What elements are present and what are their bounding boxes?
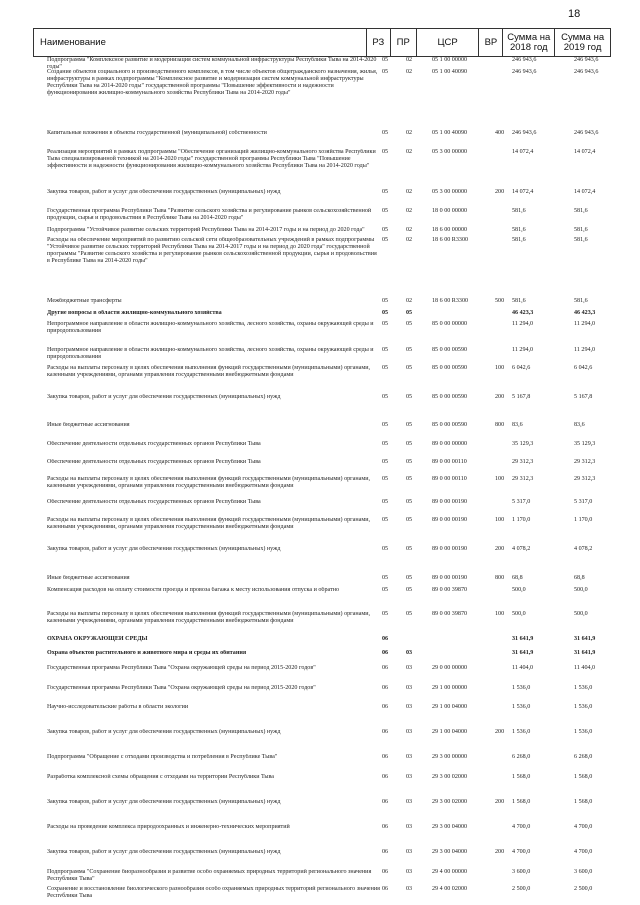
- cell-pr: 03: [406, 729, 413, 735]
- cell-pr: 03: [406, 665, 413, 671]
- cell-s1: 500,0: [512, 611, 526, 617]
- cell-s2: 35 129,3: [574, 441, 596, 447]
- cell-pr: 03: [406, 869, 413, 875]
- header-vr: ВР: [479, 29, 503, 56]
- table-row: [33, 237, 611, 264]
- cell-s2: 1 568,0: [574, 774, 593, 780]
- table-row: [33, 886, 611, 897]
- cell-csr: 05 1 00 00000: [432, 57, 468, 63]
- cell-name: Расходы на выплаты персоналу в целях обеспечения выполнения функций государственными (муниципальными) органами, казенными учреждениями, органами управления государственными внебюджетными фондами: [47, 611, 370, 624]
- cell-pr: 03: [406, 849, 413, 855]
- cell-pr: 05: [406, 546, 413, 552]
- cell-vr: 200: [495, 849, 505, 855]
- cell-vr: 100: [495, 476, 505, 482]
- cell-rz: 05: [382, 459, 389, 465]
- cell-s2: 1 536,0: [574, 685, 593, 691]
- cell-csr: 89 0 00 39870: [432, 611, 468, 617]
- cell-s2: 1 170,0: [574, 517, 593, 523]
- cell-s1: 46 423,3: [512, 310, 534, 316]
- cell-csr: 89 0 00 00190: [432, 499, 468, 505]
- cell-name: Научно-исследовательские работы в области экологии: [47, 704, 189, 710]
- cell-name: Подпрограмма "Устойчивое развитие сельских территорий Республики Тыва на 2014-2017 годы и на период до 2020 года": [47, 227, 365, 233]
- cell-vr: 100: [495, 517, 505, 523]
- cell-s1: 3 600,0: [512, 869, 531, 875]
- cell-csr: 29 3 00 02000: [432, 774, 468, 780]
- cell-s2: 6 042,6: [574, 365, 593, 371]
- cell-csr: 29 1 00 00000: [432, 685, 468, 691]
- cell-name: Закупка товаров, работ и услуг для обеспечения государственных (муниципальных) нужд: [47, 189, 281, 195]
- cell-name: Закупка товаров, работ и услуг для обеспечения государственных (муниципальных) нужд: [47, 729, 281, 735]
- table-body: [33, 57, 611, 897]
- cell-s2: 11 404,0: [574, 665, 596, 671]
- cell-s2: 83,6: [574, 422, 585, 428]
- cell-s1: 5 167,8: [512, 394, 531, 400]
- cell-pr: 05: [406, 321, 413, 327]
- cell-pr: 05: [406, 365, 413, 371]
- cell-pr: 05: [406, 476, 413, 482]
- table-row: [33, 441, 611, 453]
- cell-s2: 500,0: [574, 611, 588, 617]
- cell-pr: 05: [406, 441, 413, 447]
- cell-s2: 581,6: [574, 237, 588, 243]
- cell-name: Государственная программа Республики Тыва "Охрана окружающей среды на период 2015-2020 годов": [47, 685, 316, 691]
- cell-name: Разработка комплексной схемы обращения с отходами на территории Республики Тыва: [47, 774, 275, 780]
- cell-csr: 85 0 00 00590: [432, 347, 468, 353]
- cell-rz: 05: [382, 587, 389, 593]
- cell-s1: 2 500,0: [512, 886, 531, 892]
- cell-csr: 05 3 00 00000: [432, 149, 468, 155]
- cell-s2: 246 943,6: [574, 130, 599, 136]
- cell-pr: 03: [406, 685, 413, 691]
- cell-s1: 11 294,0: [512, 347, 534, 353]
- cell-csr: 89 0 00 00190: [432, 546, 468, 552]
- cell-s2: 4 700,0: [574, 849, 593, 855]
- cell-s2: 2 500,0: [574, 886, 593, 892]
- cell-s2: 500,0: [574, 587, 588, 593]
- table-row: [33, 365, 611, 377]
- table-row: [33, 298, 611, 310]
- cell-pr: 05: [406, 611, 413, 617]
- cell-s1: 4 700,0: [512, 824, 531, 830]
- table-row: [33, 459, 611, 471]
- cell-name: Расходы на выплаты персоналу в целях обеспечения выполнения функций государственными (муниципальными) органами, казенными учреждениями, органами управления государственными внебюджетными фондами: [47, 517, 370, 530]
- cell-rz: 05: [382, 57, 389, 63]
- cell-s1: 68,8: [512, 575, 523, 581]
- cell-rz: 05: [382, 517, 389, 523]
- table-row: [33, 189, 611, 201]
- cell-rz: 05: [382, 441, 389, 447]
- table-row: [33, 665, 611, 677]
- table-row: [33, 849, 611, 861]
- cell-s1: 1 536,0: [512, 704, 531, 710]
- cell-csr: 05 3 00 00000: [432, 189, 468, 195]
- table-row: [33, 729, 611, 741]
- cell-csr: 89 0 00 00190: [432, 575, 468, 581]
- cell-csr: 89 0 00 00190: [432, 517, 468, 523]
- cell-rz: 06: [382, 774, 389, 780]
- cell-name: Расходы на проведение комплекса природоохранных и инженерно-технических мероприятий: [47, 824, 290, 830]
- cell-s2: 581,6: [574, 298, 588, 304]
- cell-rz: 06: [382, 685, 389, 691]
- table-row: [33, 587, 611, 599]
- table-row: [33, 69, 611, 96]
- cell-name: Капитальные вложения в объекты государственной (муниципальной) собственности: [47, 130, 267, 136]
- cell-rz: 06: [382, 636, 389, 642]
- cell-vr: 800: [495, 422, 505, 428]
- cell-pr: 02: [406, 149, 413, 155]
- cell-pr: 02: [406, 227, 413, 233]
- cell-rz: 06: [382, 754, 389, 760]
- header-rz: РЗ: [367, 29, 391, 56]
- table-row: [33, 575, 611, 587]
- cell-s1: 1 170,0: [512, 517, 531, 523]
- cell-s1: 29 312,3: [512, 476, 534, 482]
- cell-rz: 05: [382, 310, 389, 316]
- cell-csr: 29 3 00 04000: [432, 849, 468, 855]
- cell-rz: 05: [382, 476, 389, 482]
- cell-pr: 02: [406, 189, 413, 195]
- cell-name: Расходы на выплаты персоналу в целях обеспечения выполнения функций государственными (муниципальными) органами, казенными учреждениями, органами управления государственными внебюджетными фондами: [47, 476, 370, 489]
- cell-pr: 05: [406, 310, 413, 316]
- cell-name: Обеспечение деятельности отдельных государственных органов Республики Тыва: [47, 459, 261, 465]
- cell-s2: 11 294,0: [574, 347, 596, 353]
- cell-name: Непрограммное направление в области жилищно-коммунального хозяйства, лесного хозяйства, охраны окружающей среды и природопользования: [47, 347, 374, 360]
- cell-s1: 31 641,9: [512, 636, 534, 642]
- cell-s1: 581,6: [512, 227, 526, 233]
- cell-rz: 05: [382, 422, 389, 428]
- cell-name: Другие вопросы в области жилищно-коммунального хозяйства: [47, 310, 222, 316]
- cell-s2: 1 536,0: [574, 729, 593, 735]
- cell-csr: 85 0 00 00590: [432, 422, 468, 428]
- cell-s1: 11 294,0: [512, 321, 534, 327]
- cell-csr: 89 0 00 00110: [432, 476, 467, 482]
- cell-name: Межбюджетные трансферты: [47, 298, 122, 304]
- cell-csr: 89 0 00 39870: [432, 587, 468, 593]
- cell-s2: 29 312,3: [574, 459, 596, 465]
- table-row: [33, 476, 611, 488]
- cell-rz: 05: [382, 208, 389, 214]
- cell-vr: 100: [495, 611, 505, 617]
- cell-csr: 18 0 00 00000: [432, 208, 468, 214]
- cell-name: Реализация мероприятий в рамках подпрограммы "Обеспечение организаций жилищно-коммунального хозяйства Республики Тыва специализированной техникой на 2014-2020 годы" государственной программы Республики Тыва "Повышение эффективности и надежности функционирования жилищно-коммунального хозяйства Республики Тыва на 2014-2020 годы": [47, 149, 376, 169]
- cell-name: Закупка товаров, работ и услуг для обеспечения государственных (муниципальных) нужд: [47, 394, 281, 400]
- table-row: [33, 57, 611, 69]
- cell-pr: 05: [406, 575, 413, 581]
- page-number: 18: [568, 8, 581, 20]
- cell-s2: 31 641,9: [574, 650, 596, 656]
- cell-rz: 06: [382, 729, 389, 735]
- cell-s1: 31 641,9: [512, 650, 534, 656]
- cell-pr: 05: [406, 499, 413, 505]
- cell-rz: 06: [382, 869, 389, 875]
- cell-s2: 14 072,4: [574, 149, 596, 155]
- cell-s2: 5 167,8: [574, 394, 593, 400]
- cell-name: Подпрограмма "Комплексное развитие и модернизация систем коммунальной инфраструктуры Республики Тыва на 2014-2020 годы": [47, 57, 377, 70]
- table-row: [33, 611, 611, 623]
- cell-pr: 05: [406, 587, 413, 593]
- cell-pr: 02: [406, 208, 413, 214]
- cell-pr: 05: [406, 422, 413, 428]
- cell-s1: 6 268,0: [512, 754, 531, 760]
- cell-name: Закупка товаров, работ и услуг для обеспечения государственных (муниципальных) нужд: [47, 546, 281, 552]
- cell-rz: 05: [382, 227, 389, 233]
- cell-name: ОХРАНА ОКРУЖАЮЩЕЙ СРЕДЫ: [47, 636, 148, 642]
- cell-s2: 1 536,0: [574, 704, 593, 710]
- cell-s1: 29 312,3: [512, 459, 534, 465]
- cell-s1: 4 700,0: [512, 849, 531, 855]
- cell-s2: 31 641,9: [574, 636, 596, 642]
- cell-csr: 85 0 00 00000: [432, 321, 468, 327]
- cell-s1: 5 317,0: [512, 499, 531, 505]
- cell-csr: 05 1 00 40090: [432, 69, 468, 75]
- cell-pr: 02: [406, 237, 413, 243]
- cell-pr: 02: [406, 69, 413, 75]
- cell-pr: 03: [406, 774, 413, 780]
- cell-name: Подпрограмма "Обращение с отходами производства и потребления в Республике Тыва": [47, 754, 278, 760]
- cell-s2: 581,6: [574, 227, 588, 233]
- cell-s2: 246 943,6: [574, 69, 599, 75]
- cell-csr: 29 4 00 00000: [432, 869, 468, 875]
- cell-csr: 18 6 00 R3300: [432, 298, 469, 304]
- cell-pr: 05: [406, 347, 413, 353]
- cell-name: Закупка товаров, работ и услуг для обеспечения государственных (муниципальных) нужд: [47, 799, 281, 805]
- cell-name: Сохранение и восстановление биологического разнообразия особо охраняемых природных территорий регионального значения Республики Тыва: [47, 886, 380, 897]
- cell-name: Создание объектов социального и производственного комплексов, в том числе объектов общегражданского назначения, жилья, инфраструктуры в рамках подпрограммы "Комплексное развитие и модернизация систем коммунальной инфраструктуры Республики Тыва на 2014-2020 годы" государственной программы "Повышение эффективности и надежности функционирования жилищно-коммунального хозяйства Республики Тыва на 2014-2020 годы": [47, 69, 378, 96]
- cell-s2: 29 312,3: [574, 476, 596, 482]
- cell-rz: 05: [382, 189, 389, 195]
- cell-name: Расходы на обеспечение мероприятий по развитию сельской сети общеобразовательных учреждений в рамках подпрограммы "Устойчивое развитие сельских территорий Республики Тыва на 2014-2017 годы и на период до 2020 года" государственной программы "Развитие сельского хозяйства и регулирование рынков сельскохозяйственной продукции, сырья и продовольствия в Республике Тыва на 2014-2020 годы": [47, 237, 377, 264]
- cell-rz: 06: [382, 650, 389, 656]
- cell-s1: 11 404,0: [512, 665, 534, 671]
- cell-name: Охрана объектов растительного и животного мира и среды их обитания: [47, 650, 247, 656]
- cell-s1: 246 943,6: [512, 57, 537, 63]
- cell-pr: 03: [406, 754, 413, 760]
- header-sum-2019: Сумма на 2019 год: [561, 31, 605, 53]
- table-row: [33, 824, 611, 836]
- cell-s1: 581,6: [512, 237, 526, 243]
- cell-pr: 05: [406, 394, 413, 400]
- cell-rz: 05: [382, 347, 389, 353]
- table-row: [33, 499, 611, 511]
- table-row: [33, 636, 611, 648]
- cell-vr: 200: [495, 189, 505, 195]
- header-csr: ЦСР: [417, 29, 480, 56]
- cell-s2: 581,6: [574, 208, 588, 214]
- cell-name: Иные бюджетные ассигнования: [47, 575, 130, 581]
- cell-name: Расходы на выплаты персоналу в целях обеспечения выполнения функций государственными (муниципальными) органами, казенными учреждениями, органами управления государственными внебюджетными фондами: [47, 365, 370, 378]
- cell-rz: 05: [382, 237, 389, 243]
- cell-s1: 1 568,0: [512, 774, 531, 780]
- cell-s2: 14 072,4: [574, 189, 596, 195]
- cell-rz: 05: [382, 394, 389, 400]
- cell-name: Государственная программа Республики Тыва "Развитие сельского хозяйства и регулирование рынков сельскохозяйственной продукции, сырья и продовольствия в Республике Тыва на 2014-2020 годы": [47, 208, 372, 221]
- cell-s1: 6 042,6: [512, 365, 531, 371]
- table-row: [33, 347, 611, 359]
- cell-s2: 4 078,2: [574, 546, 593, 552]
- cell-pr: 03: [406, 704, 413, 710]
- table-row: [33, 685, 611, 697]
- cell-s1: 581,6: [512, 208, 526, 214]
- header-name: Наименование: [34, 29, 367, 56]
- cell-vr: 400: [495, 130, 505, 136]
- cell-s2: 6 268,0: [574, 754, 593, 760]
- cell-rz: 05: [382, 611, 389, 617]
- cell-s2: 246 943,6: [574, 57, 599, 63]
- cell-name: Государственная программа Республики Тыва "Охрана окружающей среды на период 2015-2020 годов": [47, 665, 316, 671]
- cell-csr: 05 1 00 40090: [432, 130, 468, 136]
- cell-name: Иные бюджетные ассигнования: [47, 422, 130, 428]
- cell-name: Обеспечение деятельности отдельных государственных органов Республики Тыва: [47, 441, 261, 447]
- cell-csr: 29 0 00 00000: [432, 665, 468, 671]
- table-row: [33, 754, 611, 766]
- cell-name: Компенсация расходов на оплату стоимости проезда и провоза багажа к месту использования отпуска и обратно: [47, 587, 340, 593]
- cell-csr: 29 3 00 04000: [432, 824, 468, 830]
- cell-pr: 03: [406, 824, 413, 830]
- cell-pr: 03: [406, 886, 413, 892]
- cell-csr: 29 4 00 02000: [432, 886, 468, 892]
- table-row: [33, 704, 611, 716]
- cell-pr: 05: [406, 517, 413, 523]
- cell-csr: 85 0 00 00590: [432, 365, 468, 371]
- table-row: [33, 149, 611, 169]
- cell-s1: 83,6: [512, 422, 523, 428]
- cell-s1: 1 536,0: [512, 729, 531, 735]
- table-row: [33, 650, 611, 662]
- header-sum-2018: Сумма на 2018 год: [503, 29, 555, 56]
- cell-vr: 800: [495, 575, 505, 581]
- cell-rz: 06: [382, 799, 389, 805]
- table-row: [33, 546, 611, 558]
- cell-rz: 06: [382, 704, 389, 710]
- cell-name: Закупка товаров, работ и услуг для обеспечения государственных (муниципальных) нужд: [47, 849, 281, 855]
- table-row: [33, 422, 611, 434]
- cell-s1: 246 943,6: [512, 130, 537, 136]
- table-row: [33, 130, 611, 142]
- cell-pr: 03: [406, 799, 413, 805]
- cell-rz: 06: [382, 849, 389, 855]
- cell-rz: 05: [382, 321, 389, 327]
- cell-s1: 4 078,2: [512, 546, 531, 552]
- table-header: [33, 28, 611, 57]
- cell-vr: 200: [495, 799, 505, 805]
- cell-csr: 29 1 00 04000: [432, 729, 468, 735]
- cell-vr: 200: [495, 729, 505, 735]
- cell-rz: 05: [382, 130, 389, 136]
- cell-s1: 1 536,0: [512, 685, 531, 691]
- cell-s2: 68,8: [574, 575, 585, 581]
- cell-vr: 100: [495, 365, 505, 371]
- cell-pr: 03: [406, 650, 413, 656]
- table-row: [33, 799, 611, 811]
- cell-csr: 29 3 00 00000: [432, 754, 468, 760]
- cell-vr: 200: [495, 546, 505, 552]
- table-row: [33, 774, 611, 786]
- table-row: [33, 869, 611, 881]
- cell-s1: 246 943,6: [512, 69, 537, 75]
- cell-rz: 06: [382, 665, 389, 671]
- cell-pr: 02: [406, 130, 413, 136]
- cell-s1: 14 072,4: [512, 149, 534, 155]
- cell-s2: 1 568,0: [574, 799, 593, 805]
- cell-csr: 18 6 00 00000: [432, 227, 468, 233]
- cell-pr: 05: [406, 459, 413, 465]
- cell-pr: 02: [406, 298, 413, 304]
- cell-rz: 05: [382, 499, 389, 505]
- cell-name: Непрограммное направление в области жилищно-коммунального хозяйства, лесного хозяйства, охраны окружающей среды и природопользования: [47, 321, 374, 334]
- cell-rz: 05: [382, 575, 389, 581]
- cell-rz: 06: [382, 824, 389, 830]
- cell-s1: 14 072,4: [512, 189, 534, 195]
- cell-vr: 500: [495, 298, 505, 304]
- cell-rz: 06: [382, 886, 389, 892]
- cell-rz: 05: [382, 69, 389, 75]
- cell-rz: 05: [382, 546, 389, 552]
- table-row: [33, 517, 611, 529]
- cell-vr: 200: [495, 394, 505, 400]
- cell-csr: 18 6 00 R3300: [432, 237, 469, 243]
- cell-csr: 89 0 00 00000: [432, 441, 468, 447]
- header-pr: ПР: [391, 29, 417, 56]
- cell-s1: 35 129,3: [512, 441, 534, 447]
- cell-name: Подпрограмма "Сохранение биоразнообразия и развитие особо охраняемых природных территорий регионального значения Республики Тыва": [47, 869, 372, 882]
- cell-s2: 11 294,0: [574, 321, 596, 327]
- cell-rz: 05: [382, 298, 389, 304]
- cell-s2: 46 423,3: [574, 310, 596, 316]
- cell-rz: 05: [382, 365, 389, 371]
- table-row: [33, 394, 611, 406]
- cell-rz: 05: [382, 149, 389, 155]
- cell-s1: 500,0: [512, 587, 526, 593]
- cell-csr: 29 1 00 04000: [432, 704, 468, 710]
- table-row: [33, 208, 611, 220]
- cell-s2: 5 317,0: [574, 499, 593, 505]
- cell-s1: 581,6: [512, 298, 526, 304]
- cell-csr: 85 0 00 00590: [432, 394, 468, 400]
- cell-csr: 89 0 00 00110: [432, 459, 467, 465]
- table-row: [33, 321, 611, 333]
- cell-s2: 3 600,0: [574, 869, 593, 875]
- cell-s2: 4 700,0: [574, 824, 593, 830]
- cell-name: Обеспечение деятельности отдельных государственных органов Республики Тыва: [47, 499, 261, 505]
- cell-s1: 1 568,0: [512, 799, 531, 805]
- cell-pr: 02: [406, 57, 413, 63]
- cell-csr: 29 3 00 02000: [432, 799, 468, 805]
